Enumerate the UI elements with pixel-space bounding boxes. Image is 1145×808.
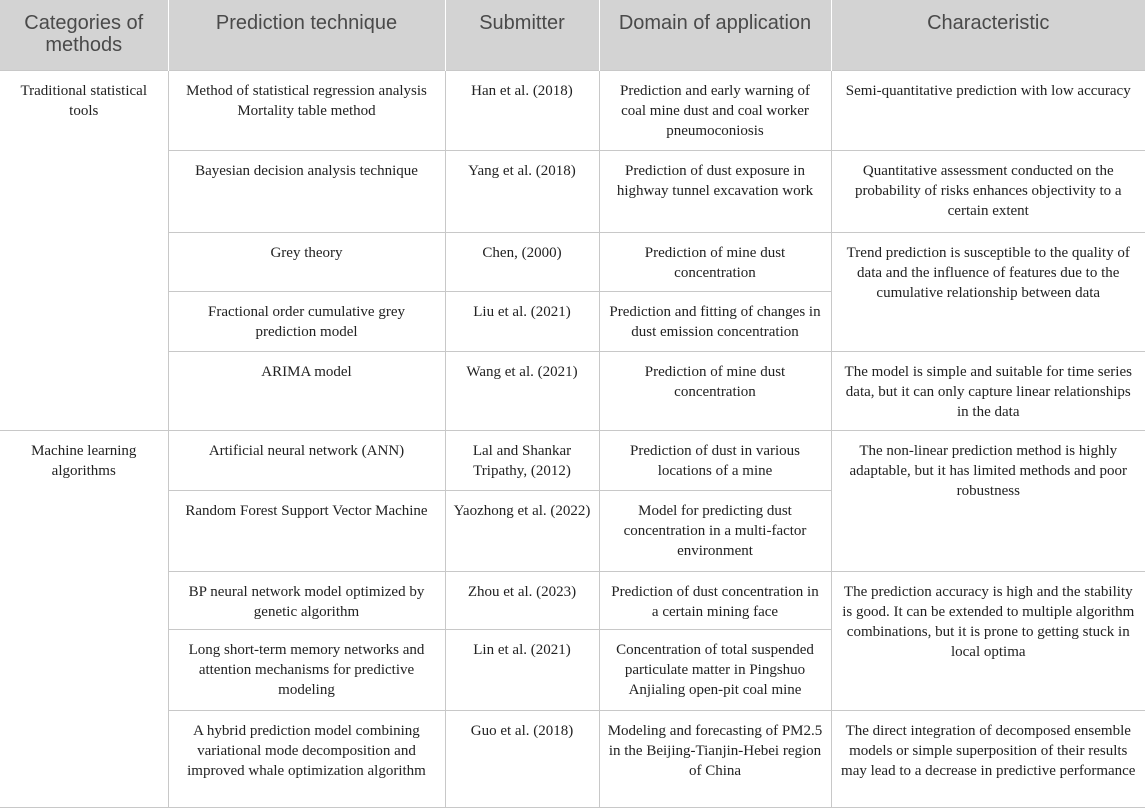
- technique-cell: BP neural network model optimized by genetic algorithm: [168, 571, 445, 630]
- submitter-cell: Chen, (2000): [445, 232, 599, 292]
- submitter-cell: Liu et al. (2021): [445, 292, 599, 352]
- technique-cell: Method of statistical regression analysis Mortality table method: [168, 71, 445, 151]
- header-row: [0, 0, 1145, 71]
- submitter-cell: Han et al. (2018): [445, 71, 599, 151]
- header-domain: Domain of application: [599, 0, 831, 71]
- domain-cell: Prediction of mine dust concentration: [599, 351, 831, 431]
- table-row: [0, 711, 1145, 808]
- submitter-cell: Yang et al. (2018): [445, 150, 599, 232]
- technique-cell: Grey theory: [168, 232, 445, 292]
- submitter-cell: Wang et al. (2021): [445, 351, 599, 431]
- technique-cell: Random Forest Support Vector Machine: [168, 490, 445, 571]
- technique-cell: Long short-term memory networks and attention mechanisms for predictive modeling: [168, 630, 445, 711]
- table-row: [0, 431, 1145, 491]
- domain-cell: Concentration of total suspended particulate matter in Pingshuo Anjialing open-pit coal mine: [599, 630, 831, 711]
- header-submitter: Submitter: [445, 0, 599, 71]
- table-row: [0, 232, 1145, 292]
- table-row: [0, 71, 1145, 151]
- characteristic-cell: Quantitative assessment conducted on the probability of risks enhances objectivity to a certain extent: [831, 150, 1145, 232]
- characteristic-cell: Semi-quantitative prediction with low accuracy: [831, 71, 1145, 151]
- domain-cell: Model for predicting dust concentration in a multi-factor environment: [599, 490, 831, 571]
- characteristic-cell: The non-linear prediction method is highly adaptable, but it has limited methods and poor robustness: [831, 431, 1145, 571]
- technique-cell: Artificial neural network (ANN): [168, 431, 445, 491]
- domain-cell: Prediction of dust in various locations of a mine: [599, 431, 831, 491]
- submitter-cell: Yaozhong et al. (2022): [445, 490, 599, 571]
- submitter-cell: Guo et al. (2018): [445, 711, 599, 808]
- characteristic-cell: The prediction accuracy is high and the stability is good. It can be extended to multiple algorithm combinations, but it is prone to getting stuck in local optima: [831, 571, 1145, 710]
- category-ml: Machine learning algorithms: [0, 431, 168, 808]
- domain-cell: Modeling and forecasting of PM2.5 in the Beijing-Tianjin-Hebei region of China: [599, 711, 831, 808]
- submitter-cell: Lin et al. (2021): [445, 630, 599, 711]
- header-characteristic: Characteristic: [831, 0, 1145, 71]
- characteristic-cell: The direct integration of decomposed ensemble models or simple superposition of their results may lead to a decrease in predictive performance: [831, 711, 1145, 808]
- characteristic-cell: The model is simple and suitable for time series data, but it can only capture linear relationships in the data: [831, 351, 1145, 431]
- technique-cell: A hybrid prediction model combining variational mode decomposition and improved whale optimization algorithm: [168, 711, 445, 808]
- technique-cell: ARIMA model: [168, 351, 445, 431]
- category-traditional: Traditional statistical tools: [0, 71, 168, 431]
- domain-cell: Prediction of dust exposure in highway tunnel excavation work: [599, 150, 831, 232]
- table-row: [0, 571, 1145, 630]
- submitter-cell: Lal and Shankar Tripathy, (2012): [445, 431, 599, 491]
- domain-cell: Prediction and fitting of changes in dust emission concentration: [599, 292, 831, 352]
- table-row: [0, 150, 1145, 232]
- header-categories: Categories of methods: [0, 0, 168, 71]
- technique-cell: Bayesian decision analysis technique: [168, 150, 445, 232]
- domain-cell: Prediction and early warning of coal mine dust and coal worker pneumoconiosis: [599, 71, 831, 151]
- header-technique: Prediction technique: [168, 0, 445, 71]
- technique-cell: Fractional order cumulative grey prediction model: [168, 292, 445, 352]
- domain-cell: Prediction of mine dust concentration: [599, 232, 831, 292]
- submitter-cell: Zhou et al. (2023): [445, 571, 599, 630]
- domain-cell: Prediction of dust concentration in a certain mining face: [599, 571, 831, 630]
- characteristic-cell: Trend prediction is susceptible to the quality of data and the influence of features due to the cumulative relationship between data: [831, 232, 1145, 351]
- table-row: [0, 351, 1145, 431]
